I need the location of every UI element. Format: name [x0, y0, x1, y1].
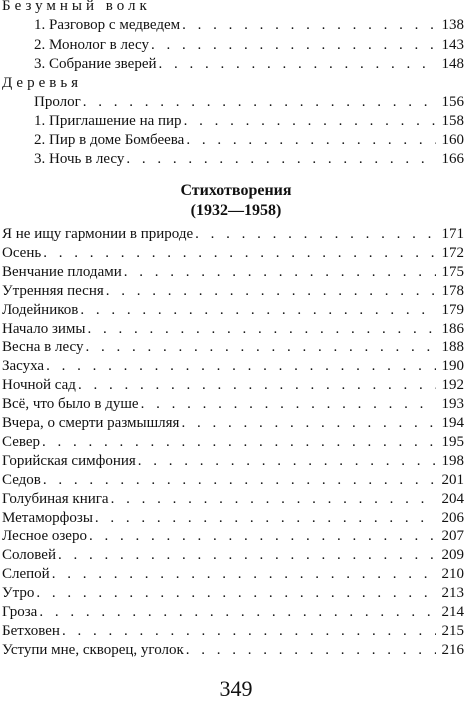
toc-entry-title: 1. Приглашение на пир [34, 113, 182, 129]
toc-entry-page: 210 [441, 566, 464, 583]
toc-entry[interactable] [0, 150, 472, 168]
toc-entry[interactable] [0, 433, 472, 451]
toc-entry[interactable] [0, 622, 472, 640]
toc-entry-title: Лесное озеро [2, 528, 87, 545]
toc-entry[interactable] [0, 546, 472, 564]
dot-leader [36, 584, 436, 602]
toc-entry[interactable] [0, 357, 472, 375]
toc-entry-page: 186 [441, 320, 464, 337]
toc-entry-page: 204 [441, 490, 464, 507]
dot-leader [83, 93, 436, 111]
toc-entry-title: Метаморфозы [2, 509, 93, 526]
toc-entry-title: Всё, что было в душе [2, 396, 139, 413]
toc-entry-page: 195 [441, 433, 464, 450]
dot-leader [95, 509, 436, 527]
toc-entry-title: Осень [2, 244, 42, 261]
toc-entry[interactable] [0, 395, 472, 413]
toc-entry[interactable] [0, 112, 472, 130]
toc-entry-title: Горийская симфония [2, 452, 136, 469]
toc-entry-title: Пролог [34, 94, 81, 110]
toc-entry-page: 216 [441, 641, 464, 658]
toc-entry-page: 190 [441, 358, 464, 375]
dot-leader [58, 546, 436, 564]
toc-entry[interactable] [0, 131, 472, 149]
dot-leader [182, 16, 436, 34]
toc-entry[interactable] [0, 641, 472, 659]
dot-leader [186, 641, 436, 659]
dot-leader [80, 301, 436, 319]
toc-entry-page: 156 [441, 94, 464, 110]
toc-entry-title: Бетховен [2, 622, 60, 639]
toc-entry-title: Седов [2, 471, 41, 488]
dot-leader [181, 414, 436, 432]
dot-leader [78, 376, 436, 394]
toc-entry-title: 2. Монолог в лесу [34, 37, 149, 53]
toc-entry-title: Вчера, о смерти размышляя [2, 415, 180, 431]
dot-leader [43, 471, 436, 489]
toc-entry-page: 158 [441, 113, 464, 129]
toc-entry[interactable] [0, 338, 472, 356]
dot-leader [159, 55, 436, 73]
toc-entry-title: 1. Разговор с медведем [34, 17, 181, 33]
toc-entry-page: 209 [441, 547, 464, 564]
toc-entry-title: Начало зимы [2, 320, 86, 337]
toc-entry[interactable] [0, 36, 472, 54]
toc-entry[interactable] [0, 509, 472, 527]
toc-entry[interactable] [0, 414, 472, 432]
dot-leader [42, 433, 436, 451]
toc-entry-page: 179 [441, 301, 464, 318]
toc-entry-page: 175 [441, 263, 464, 280]
toc-entry-page: 201 [441, 471, 464, 488]
dot-leader [195, 225, 436, 243]
dot-leader [62, 622, 436, 640]
toc-entry-title: Утренняя песня [2, 282, 104, 299]
toc-entry-title: Я не ищу гармонии в природе [2, 226, 194, 242]
page-number: 349 [219, 676, 253, 701]
toc-entry-title: Север [2, 433, 40, 450]
toc-entry-page: 171 [441, 226, 464, 242]
toc-entry-title: Весна в лесу [2, 339, 84, 356]
toc-entry[interactable] [0, 527, 472, 545]
toc-entry[interactable] [0, 225, 472, 243]
toc-entry[interactable] [0, 320, 472, 338]
toc-entry-title: Гроза [2, 604, 38, 620]
toc-entry[interactable] [0, 565, 472, 583]
toc-entry[interactable] [0, 244, 472, 262]
toc-entry-title: Утро [2, 585, 35, 602]
toc-entry[interactable] [0, 282, 472, 300]
toc-entry-page: 166 [441, 151, 464, 167]
dot-leader [43, 244, 436, 262]
dot-leader [138, 452, 436, 470]
toc-entry-page: 160 [441, 132, 464, 148]
section-heading-years: (1932—1958) [190, 202, 282, 219]
toc-entry-page: 198 [441, 452, 464, 469]
toc-entry[interactable] [0, 603, 472, 621]
toc-entry-title: Соловей [2, 547, 56, 564]
toc-entry-title: Венчание плодами [2, 263, 122, 280]
dot-leader [87, 320, 436, 338]
toc-entry-title: Уступи мне, скворец, уголок [2, 641, 184, 658]
toc-entry-page: 143 [441, 37, 464, 53]
toc-entry-page: 193 [441, 396, 464, 413]
toc-entry-page: 172 [441, 244, 464, 261]
section-header-trees: Деревья [2, 75, 83, 91]
dot-leader [124, 263, 436, 281]
toc-entry-title: 3. Собрание зверей [34, 56, 157, 72]
dot-leader [111, 490, 436, 508]
section-header-mad-wolf: Безумный волк [2, 0, 151, 14]
toc-entry-page: 192 [441, 377, 464, 394]
toc-entry-page: 213 [441, 585, 464, 602]
dot-leader [39, 603, 436, 621]
toc-entry[interactable] [0, 55, 472, 73]
toc-entry-page: 207 [441, 528, 464, 545]
dot-leader [46, 357, 436, 375]
toc-entry-title: Голубиная книга [2, 490, 109, 507]
toc-entry[interactable] [0, 584, 472, 602]
toc-entry-page: 148 [441, 56, 464, 72]
toc-entry-title: Слепой [2, 566, 50, 583]
toc-entry[interactable] [0, 471, 472, 489]
dot-leader [89, 527, 436, 545]
dot-leader [186, 131, 436, 149]
toc-entry-title: Засуха [2, 358, 45, 375]
dot-leader [141, 395, 436, 413]
dot-leader [52, 565, 436, 583]
toc-entry-title: Лодейников [2, 301, 79, 318]
toc-entry-page: 215 [441, 622, 464, 639]
toc-entry-page: 214 [441, 604, 464, 620]
dot-leader [184, 112, 436, 130]
toc-entry[interactable] [0, 263, 472, 281]
toc-entry-page: 188 [441, 339, 464, 356]
toc-entry[interactable] [0, 93, 472, 111]
toc-entry-page: 138 [441, 17, 464, 33]
toc-entry-page: 194 [441, 415, 464, 431]
toc-entry-title: 2. Пир в доме Бомбеева [34, 132, 185, 148]
toc-entry[interactable] [0, 16, 472, 34]
toc-entry-title: Ночной сад [2, 377, 76, 394]
section-heading-poems: Стихотворения [180, 182, 292, 199]
dot-leader [85, 338, 436, 356]
dot-leader [151, 36, 436, 54]
toc-entry[interactable] [0, 452, 472, 470]
toc-entry[interactable] [0, 376, 472, 394]
toc-entry-title: 3. Ночь в лесу [34, 151, 125, 167]
toc-entry-page: 178 [441, 282, 464, 299]
dot-leader [126, 150, 436, 168]
toc-entry[interactable] [0, 490, 472, 508]
toc-entry-page: 206 [441, 509, 464, 526]
toc-entry[interactable] [0, 301, 472, 319]
dot-leader [106, 282, 436, 300]
